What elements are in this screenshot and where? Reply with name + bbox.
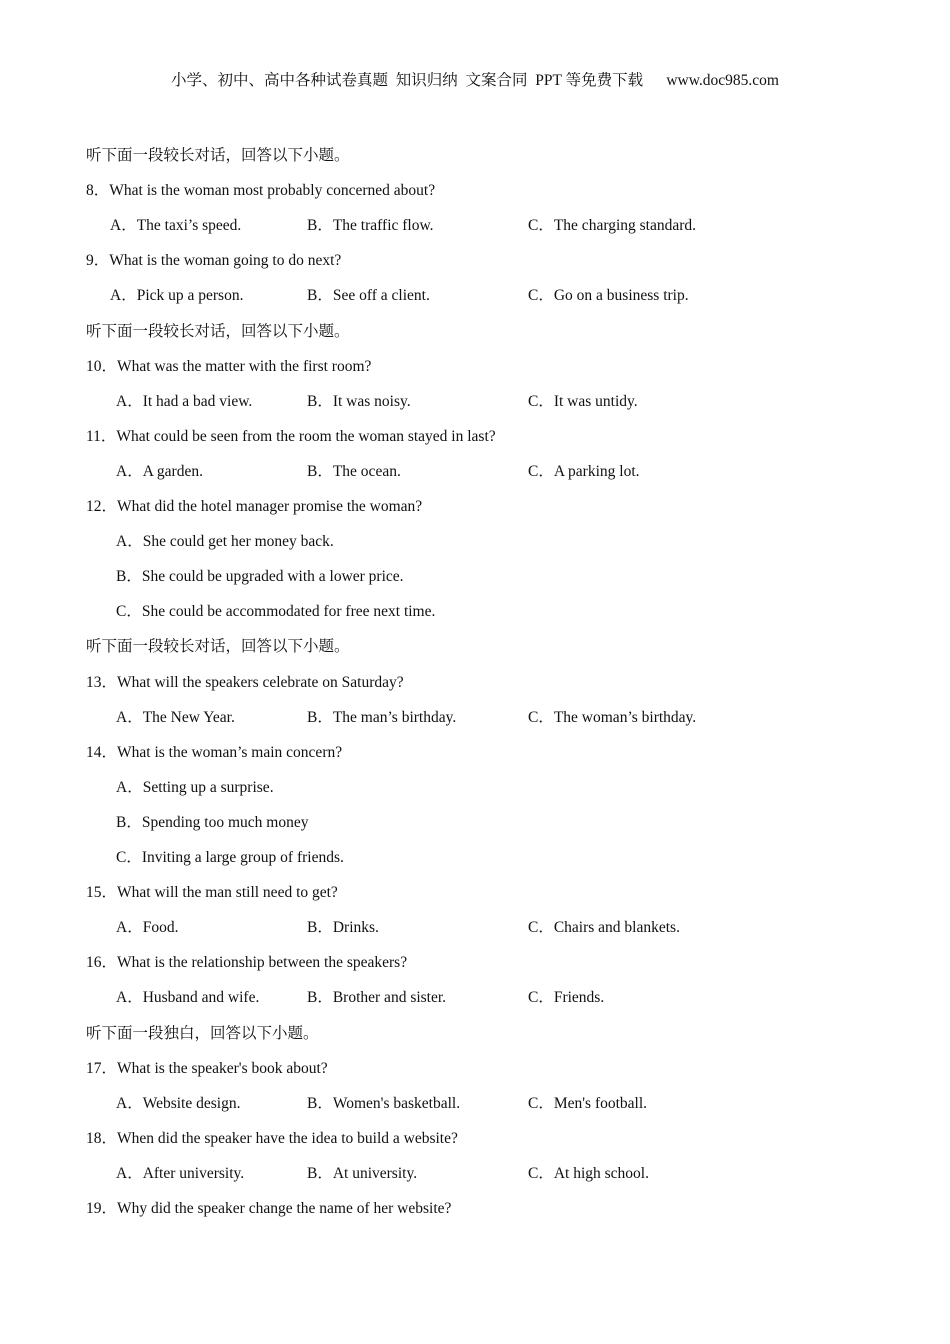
option-a: A．A garden.: [116, 463, 203, 480]
question-text: 16．What is the relationship between the speakers?: [86, 954, 408, 971]
question-text: 14．What is the woman’s main concern?: [86, 744, 343, 761]
option-c: C．It was untidy.: [528, 393, 638, 410]
question-text: 10．What was the matter with the first room?: [86, 358, 372, 375]
option-line: A．She could get her money back.: [116, 533, 334, 550]
section-instruction: 听下面一段较长对话，回答以下小题。: [86, 638, 350, 655]
question-text: 15．What will the man still need to get?: [86, 884, 338, 901]
option-b: B．Drinks.: [307, 919, 379, 936]
option-b: B．It was noisy.: [307, 393, 411, 410]
question-text: 8．What is the woman most probably concerned about?: [86, 182, 436, 199]
option-a: A．Food.: [116, 919, 179, 936]
option-a: A．Husband and wife.: [116, 989, 260, 1006]
option-c: C．A parking lot.: [528, 463, 640, 480]
option-c: C．The charging standard.: [528, 217, 697, 234]
option-line: C．Inviting a large group of friends.: [116, 849, 344, 866]
option-c: C．Friends.: [528, 989, 605, 1006]
question-text: 13．What will the speakers celebrate on Saturday?: [86, 674, 404, 691]
option-b: B．See off a client.: [307, 287, 430, 304]
option-c: C．At high school.: [528, 1165, 649, 1182]
question-text: 18．When did the speaker have the idea to build a website?: [86, 1130, 458, 1147]
option-a: A．Pick up a person.: [110, 287, 244, 304]
option-b: B．The ocean.: [307, 463, 401, 480]
option-b: B．The traffic flow.: [307, 217, 434, 234]
option-a: A．It had a bad view.: [116, 393, 253, 410]
option-b: B．At university.: [307, 1165, 418, 1182]
option-b: B．Women's basketball.: [307, 1095, 461, 1112]
option-a: A．The taxi’s speed.: [110, 217, 242, 234]
option-a: A．Website design.: [116, 1095, 241, 1112]
option-c: C．The woman’s birthday.: [528, 709, 697, 726]
question-text: 11．What could be seen from the room the woman stayed in last?: [86, 428, 496, 445]
option-line: B．She could be upgraded with a lower price.: [116, 568, 404, 585]
option-b: B．Brother and sister.: [307, 989, 447, 1006]
option-line: B．Spending too much money: [116, 814, 309, 831]
page-header: 小学、初中、高中各种试卷真题 知识归纳 文案合同 PPT 等免费下载 www.doc985.com: [171, 72, 779, 89]
option-b: B．The man’s birthday.: [307, 709, 457, 726]
option-a: A．After university.: [116, 1165, 245, 1182]
option-c: C．Chairs and blankets.: [528, 919, 680, 936]
question-text: 17．What is the speaker's book about?: [86, 1060, 328, 1077]
section-instruction: 听下面一段较长对话，回答以下小题。: [86, 323, 350, 340]
section-instruction: 听下面一段独白，回答以下小题。: [86, 1025, 319, 1042]
option-a: A．The New Year.: [116, 709, 235, 726]
section-instruction: 听下面一段较长对话，回答以下小题。: [86, 147, 350, 164]
option-line: A．Setting up a surprise.: [116, 779, 274, 796]
option-c: C．Men's football.: [528, 1095, 648, 1112]
option-c: C．Go on a business trip.: [528, 287, 689, 304]
question-text: 12．What did the hotel manager promise the woman?: [86, 498, 423, 515]
option-line: C．She could be accommodated for free next time.: [116, 603, 436, 620]
question-text: 9．What is the woman going to do next?: [86, 252, 342, 269]
question-text: 19．Why did the speaker change the name of her website?: [86, 1200, 452, 1217]
